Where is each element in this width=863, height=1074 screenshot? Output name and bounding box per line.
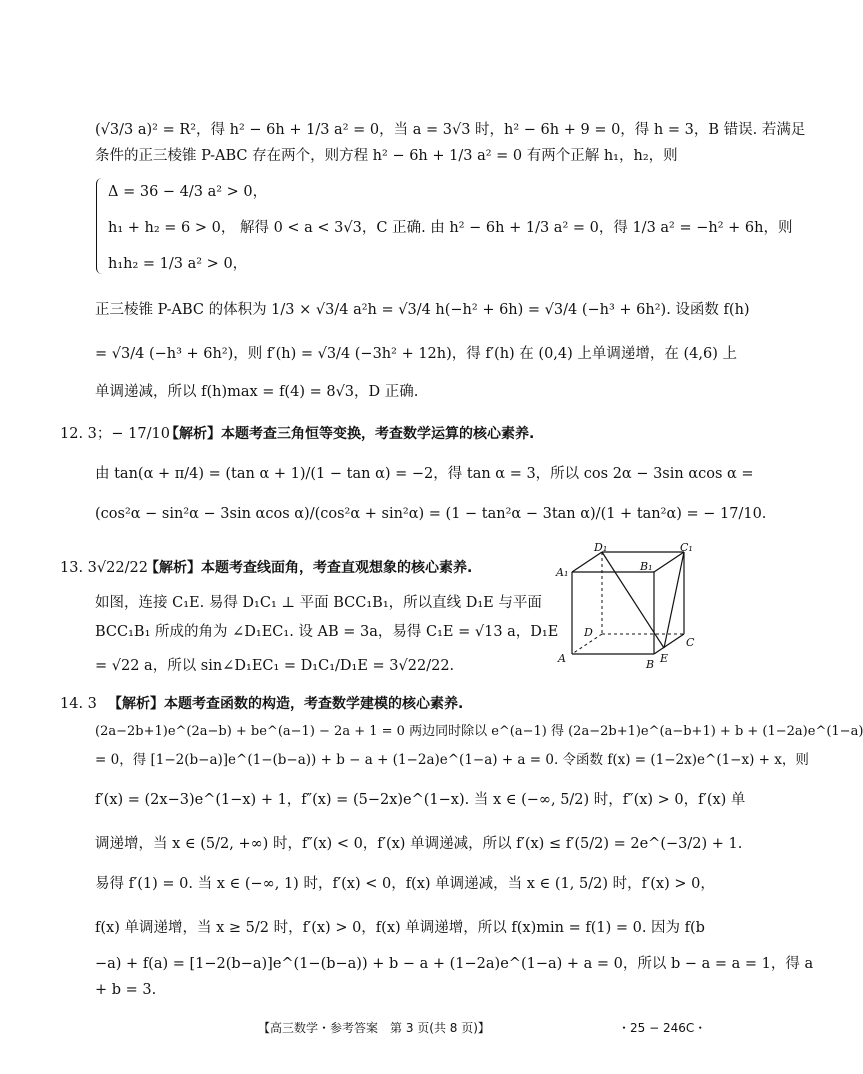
label-d: D <box>584 626 593 639</box>
text-line-2: 条件的正三棱锥 P-ABC 存在两个，则方程 h² − 6h + 1/3 a² = 0 有两个正解 h₁，h₂，则 <box>95 148 678 164</box>
system-line-3: h₁h₂ = 1/3 a² > 0， <box>108 256 248 272</box>
label-b1: B₁ <box>640 560 653 573</box>
text-line-11: 如图，连接 C₁E. 易得 D₁C₁ ⊥ 平面 BCC₁B₁，所以直线 D₁E 与平面 <box>95 595 542 611</box>
system-line-2: h₁ + h₂ = 6 > 0， 解得 0 < a < 3√3，C 正确. 由 h² − 6h + 1/3 a² = 0，得 1/3 a² = −h² + 6h，则 <box>108 220 793 236</box>
label-c1: C₁ <box>680 541 693 554</box>
text-line-20: −a) + f(a) = [1−2(b−a)]e^(1−(b−a)) + b − a + (1−2a)e^(1−a) + a = 0，所以 b − a = a = 1，得 a <box>95 956 814 972</box>
label-a1: A₁ <box>556 566 569 579</box>
q13-heading: 【解析】本题考查线面角，考查直观想象的核心素养. <box>145 560 473 576</box>
label-e: E <box>660 652 669 665</box>
label-c: C <box>686 636 695 649</box>
text-line-13: = √22 a，所以 sin∠D₁EC₁ = D₁C₁/D₁E = 3√22/22. <box>95 658 455 674</box>
text-line-19: f(x) 单调递增，当 x ≥ 5/2 时，f′(x) > 0，f(x) 单调递增，所以 f(x)min = f(1) = 0. 因为 f(b <box>95 920 705 936</box>
text-line-15: = 0，得 [1−2(b−a)]e^(1−(b−a)) + b − a + (1−2a)e^(1−a) + a = 0. 令函数 f(x) = (1−2x)e^(1−x) + x，则 <box>95 752 809 768</box>
text-line-17: 调递增，当 x ∈ (5/2, +∞) 时，f″(x) < 0，f′(x) 单调递减，所以 f′(x) ≤ f′(5/2) = 2e^(−3/2) + 1. <box>95 836 743 852</box>
label-d1: D₁ <box>594 541 608 554</box>
q14-heading: 【解析】本题考查函数的构造，考查数学建模的核心素养. <box>108 696 464 712</box>
text-line-12: BCC₁B₁ 所成的角为 ∠D₁EC₁. 设 AB = 3a，易得 C₁E = √13 a，D₁E <box>95 624 559 640</box>
cube-figure <box>552 542 697 670</box>
system-line-1: Δ = 36 − 4/3 a² > 0， <box>108 184 268 200</box>
q14-answer: 14. 3 <box>60 696 97 712</box>
text-line-21: + b = 3. <box>95 982 157 998</box>
q12-answer: 12. 3；− 17/10 <box>60 426 170 442</box>
page-footer <box>0 1017 765 1039</box>
q12-heading: 【解析】本题考查三角恒等变换，考查数学运算的核心素养. <box>165 426 535 442</box>
text-line-9: 由 tan(α + π/4) = (tan α + 1)/(1 − tan α) = −2，得 tan α = 3，所以 cos 2α − 3sin αcos α = <box>95 466 754 482</box>
text-line-8: 单调递减，所以 f(h)max = f(4) = 8√3，D 正确. <box>95 384 419 400</box>
label-b: B <box>646 658 655 671</box>
system-brace <box>96 178 105 274</box>
q13-answer: 13. 3√22/22 <box>60 560 148 576</box>
text-line-7: = √3/4 (−h³ + 6h²)，则 f′(h) = √3/4 (−3h² + 12h)，得 f′(h) 在 (0,4) 上单调递增，在 (4,6) 上 <box>95 346 737 362</box>
text-line-18: 易得 f′(1) = 0. 当 x ∈ (−∞, 1) 时，f′(x) < 0，f(x) 单调递减，当 x ∈ (1, 5/2) 时，f′(x) > 0， <box>95 876 715 892</box>
label-a: A <box>558 652 566 665</box>
footer-code: ・25 − 246C・ <box>618 1021 707 1035</box>
text-line-16: f′(x) = (2x−3)e^(1−x) + 1，f″(x) = (5−2x)e^(1−x). 当 x ∈ (−∞, 5/2) 时，f″(x) > 0，f′(x) 单 <box>95 792 746 808</box>
text-line-1: (√3/3 a)² = R²，得 h² − 6h + 1/3 a² = 0，当 a = 3√3 时，h² − 6h + 9 = 0，得 h = 3，B 错误. 若满足 <box>95 122 806 138</box>
text-line-10: (cos²α − sin²α − 3sin αcos α)/(cos²α + sin²α) = (1 − tan²α − 3tan α)/(1 + tan²α) = − 17/10. <box>95 506 767 522</box>
footer-title: 【高三数学・参考答案 第 3 页(共 8 页)】 <box>258 1021 490 1035</box>
text-line-6: 正三棱锥 P-ABC 的体积为 1/3 × √3/4 a²h = √3/4 h(−h² + 6h) = √3/4 (−h³ + 6h²). 设函数 f(h) <box>95 302 750 318</box>
text-line-14: (2a−2b+1)e^(2a−b) + be^(a−1) − 2a + 1 = 0 两边同时除以 e^(a−1) 得 (2a−2b+1)e^(a−b+1) + b + (1−2a)e^(1−a) <box>95 724 863 739</box>
